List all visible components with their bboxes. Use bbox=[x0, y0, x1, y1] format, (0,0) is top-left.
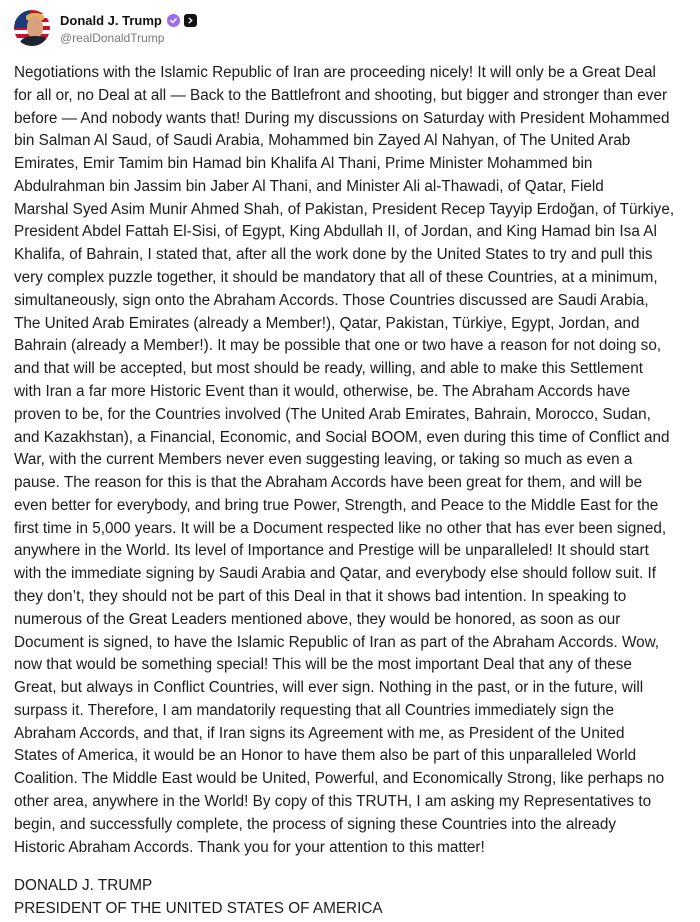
post-body-line: Coalition. The Middle East would be United, Powerful, and Economically Strong, like perhaps no bbox=[14, 770, 665, 788]
post-body-line: Marshal Syed Asim Munir Ahmed Shah, of Pakistan, President Recep Tayyip Erdoğan, of Türkiye, bbox=[14, 200, 675, 218]
post-body-line: War, with the current Members never even suggesting leaving, or taking so much as even a bbox=[14, 451, 633, 469]
post-body-line: Great, but always in Conflict Countries, will ever sign. Nothing in the past, or in the future, will bbox=[14, 679, 644, 697]
post-body-line: Bahrain (already a Member!). It may be possible that one or two have a reason for not doing so, bbox=[14, 337, 662, 355]
post-signature bbox=[14, 874, 694, 920]
post-body-line: Khalifa, of Bahrain, I stated that, after all the work done by the United States to try and pull this bbox=[14, 246, 653, 264]
post-body-line: and Kazakhstan), a Financial, Economic, and Social BOOM, even during this time of Conflict and bbox=[14, 428, 670, 446]
post-body-line: President Abdel Fattah El-Sisi, of Egypt, King Abdullah II, of Jordan, and King Hamad bin Isa Al bbox=[14, 223, 657, 241]
post-body bbox=[14, 62, 694, 859]
author-info bbox=[60, 12, 197, 45]
post-body-line: begin, and successfully complete, the process of signing these Countries into the already bbox=[14, 815, 617, 833]
post-body-line: with Iran a far more Historic Event than it would, otherwise, be. The Abraham Accords have bbox=[14, 382, 631, 400]
post-body-line: even better for everybody, and bring true Power, Strength, and Peace to the Middle East for the bbox=[14, 496, 659, 514]
avatar[interactable] bbox=[14, 10, 50, 46]
post-body-line: States of America, it would be an Honor to have them also be part of this unparalleled World bbox=[14, 747, 637, 765]
post-body-line: Document is signed, to have the Islamic Republic of Iran as part of the Abraham Accords. Wow, bbox=[14, 633, 660, 651]
post-body-line: first time in 5,000 years. It will be a Document respected like no other that has ever been signed, bbox=[14, 519, 667, 537]
post-body-line: other area, anywhere in the World! By copy of this TRUTH, I am asking my Representatives to bbox=[14, 793, 652, 810]
post-body-line: Emirates, Emir Tamim bin Hamad bin Khalifa Al Thani, Prime Minister Mohammed bin bbox=[14, 155, 593, 173]
post-body-line: Abdulrahman bin Jassim bin Jaber Al Thani, and Minister Ali al-Thawadi, of Qatar, Field bbox=[14, 177, 604, 195]
post-body-line: numerous of the Great Leaders mentioned above, they would be honored, as soon as our bbox=[14, 610, 621, 628]
name-row bbox=[60, 12, 197, 30]
signature-name: DONALD J. TRUMP bbox=[14, 877, 153, 894]
post-body-line: now that would be something special! This will be the most important Deal that any of these bbox=[14, 656, 632, 674]
post-body-line: pause. The reason for this is that the Abraham Accords have been great for them, and will be bbox=[14, 474, 643, 492]
post-body-line: Abraham Accords, and that, if Iran signs its Agreement with me, as President of the United bbox=[14, 724, 625, 742]
author-handle[interactable]: @realDonaldTrump bbox=[60, 30, 165, 45]
post-body-line: bin Salman Al Saud, of Saudi Arabia, Mohammed bin Zayed Al Nahyan, of The United Arab bbox=[14, 132, 631, 150]
display-name[interactable]: Donald J. Trump bbox=[60, 13, 162, 28]
verified-badge-icon bbox=[167, 14, 180, 27]
post-body-line: Historic Abraham Accords. Thank you for your attention to this matter! bbox=[14, 838, 485, 856]
affiliate-badge-icon bbox=[184, 14, 197, 27]
signature-title: PRESIDENT OF THE UNITED STATES OF AMERICA bbox=[14, 900, 383, 917]
post-body-line: Negotiations with the Islamic Republic of Iran are proceeding nicely! It will only be a Great Deal bbox=[14, 64, 656, 81]
post-body-line: they don’t, they should not be part of this Deal in that it shows bad intention. In speaking to bbox=[14, 587, 627, 605]
post-body-line: with the immediate signing by Saudi Arabia and Qatar, and everybody else should follow suit. If bbox=[14, 565, 656, 583]
post-body-line: proven to be, for the Countries involved (The United Arab Emirates, Bahrain, Morocco, Sudan, bbox=[14, 405, 651, 423]
post-body-line: anywhere in the World. Its level of Importance and Prestige will be unparalleled! It should start bbox=[14, 542, 649, 560]
post-body-line: surpass it. Therefore, I am mandatorily requesting that all Countries immediately sign the bbox=[14, 701, 614, 719]
post-body-line: before — And nobody wants that! During my discussions on Saturday with President Mohammed bbox=[14, 109, 670, 127]
post-body-line: The United Arab Emirates (already a Member!), Qatar, Pakistan, Türkiye, Egypt, Jordan, and bbox=[14, 314, 640, 332]
post-body-line: simultaneously, sign onto the Abraham Accords. Those Countries discussed are Saudi Arabia, bbox=[14, 291, 649, 309]
post-body-line: very complex puzzle together, it should be mandatory that all of these Countries, at a minimum, bbox=[14, 269, 658, 287]
post-body-line: for all or, no Deal at all — Back to the Battlefront and shooting, but bigger and stronger than ever bbox=[14, 86, 668, 104]
post-body-line: and that will be accepted, but most should be ready, willing, and able to make this Settlement bbox=[14, 360, 643, 378]
post-header bbox=[14, 8, 197, 48]
